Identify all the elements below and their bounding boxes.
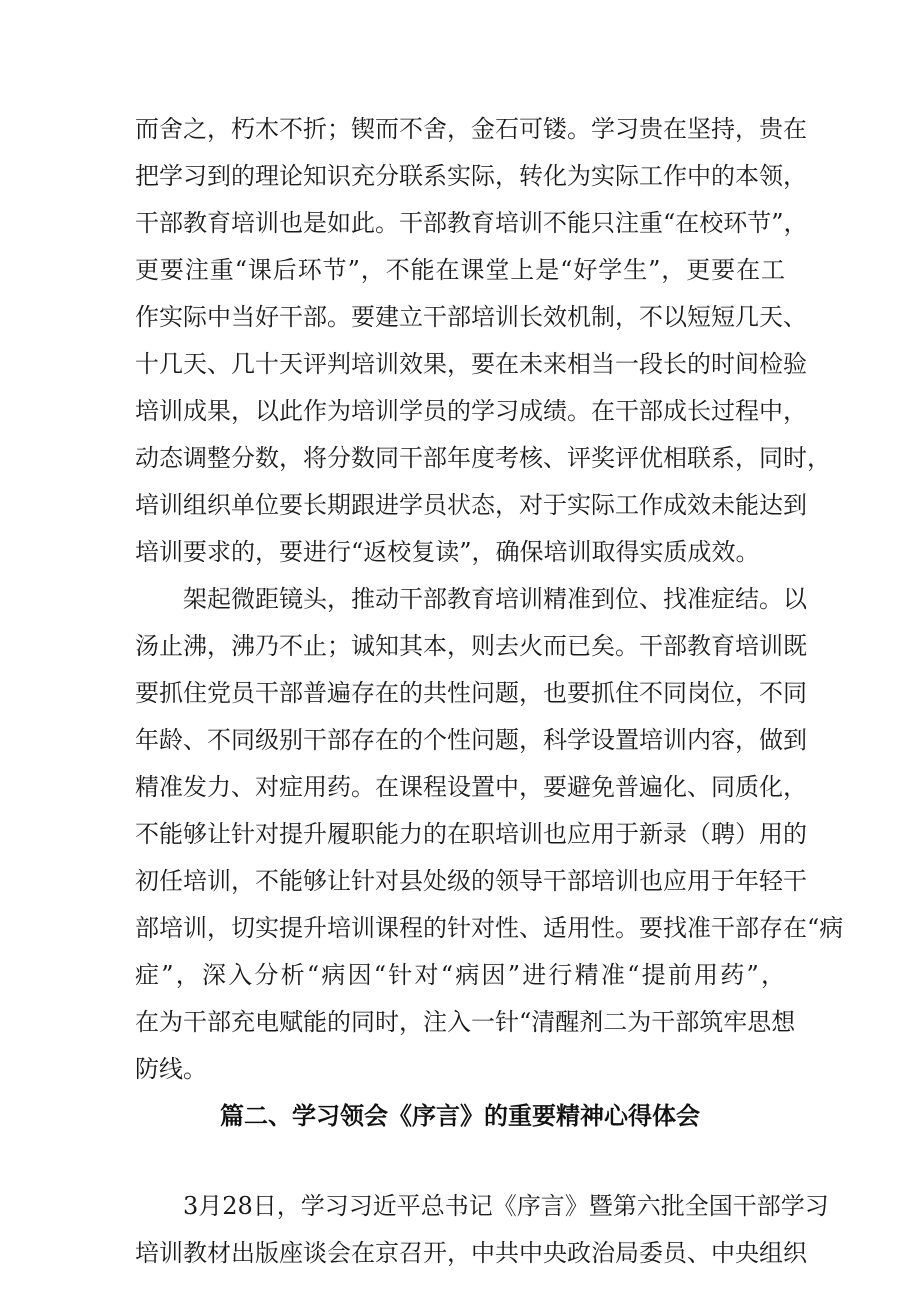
paragraph-line: 干部教育培训也是如此。干部教育培训不能只注重“在校环节”， [135, 209, 808, 237]
paragraph-line: 培训教材出版座谈会在京召开，中共中央政治局委员、中央组织 [135, 1239, 807, 1267]
paragraph-line: 3月28日，学习习近平总书记《序言》暨第六批全国干部学习 [183, 1192, 829, 1220]
paragraph-line: 年龄、不同级别干部存在的个性问题，科学设置培训内容，做到 [135, 726, 807, 754]
paragraph-line: 更要注重“课后环节”，不能在课堂上是“好学生”，更要在工 [135, 256, 785, 284]
paragraph-line: 动态调整分数，将分数同干部年度考核、评奖评优相联系，同时， [135, 444, 831, 472]
paragraph-line: 不能够让针对提升履职能力的在职培训也应用于新录（聘）用的 [135, 820, 807, 848]
paragraph-line: 防线。 [135, 1055, 207, 1083]
paragraph-line: 把学习到的理论知识充分联系实际，转化为实际工作中的本领， [135, 162, 807, 190]
paragraph-line: 症”，深入分析“病因“针对“病因”进行精准“提前用药”， [135, 961, 785, 989]
paragraph-line: 架起微距镜头，推动干部教育培训精准到位、找准症结。以 [183, 585, 807, 613]
paragraph-line: 初任培训，不能够让针对县处级的领导干部培训也应用于年轻干 [135, 867, 807, 895]
paragraph-line: 要抓住党员干部普遍存在的共性问题，也要抓住不同岗位，不同 [135, 679, 807, 707]
paragraph-line: 培训成果，以此作为培训学员的学习成绩。在干部成长过程中， [135, 397, 807, 425]
paragraph-line: 培训组织单位要长期跟进学员状态，对于实际工作成效未能达到 [135, 491, 807, 519]
paragraph-line: 而舍之，朽木不折；锲而不舍，金石可镂。学习贵在坚持，贵在 [135, 115, 807, 143]
paragraph-line: 在为干部充电赋能的同时，注入一针“清醒剂二为干部筑牢思想 [135, 1008, 796, 1036]
paragraph-line: 汤止沸，沸乃不止；诚知其本，则去火而已矣。干部教育培训既 [135, 632, 807, 660]
paragraph-line: 培训要求的，要进行“返校复读”，确保培训取得实质成效。 [135, 538, 760, 566]
paragraph-line: 精准发力、对症用药。在课程设置中，要避免普遍化、同质化， [135, 773, 807, 801]
paragraph-line: 十几天、几十天评判培训效果，要在未来相当一段长的时间检验 [135, 350, 807, 378]
paragraph-line: 作实际中当好干部。要建立干部培训长效机制，不以短短几天、 [135, 303, 807, 331]
paragraph-line: 部培训，切实提升培训课程的针对性、适用性。要找准干部存在“病 [135, 914, 844, 942]
section-heading: 篇二、学习领会《序言》的重要精神心得体会 [220, 1102, 700, 1130]
